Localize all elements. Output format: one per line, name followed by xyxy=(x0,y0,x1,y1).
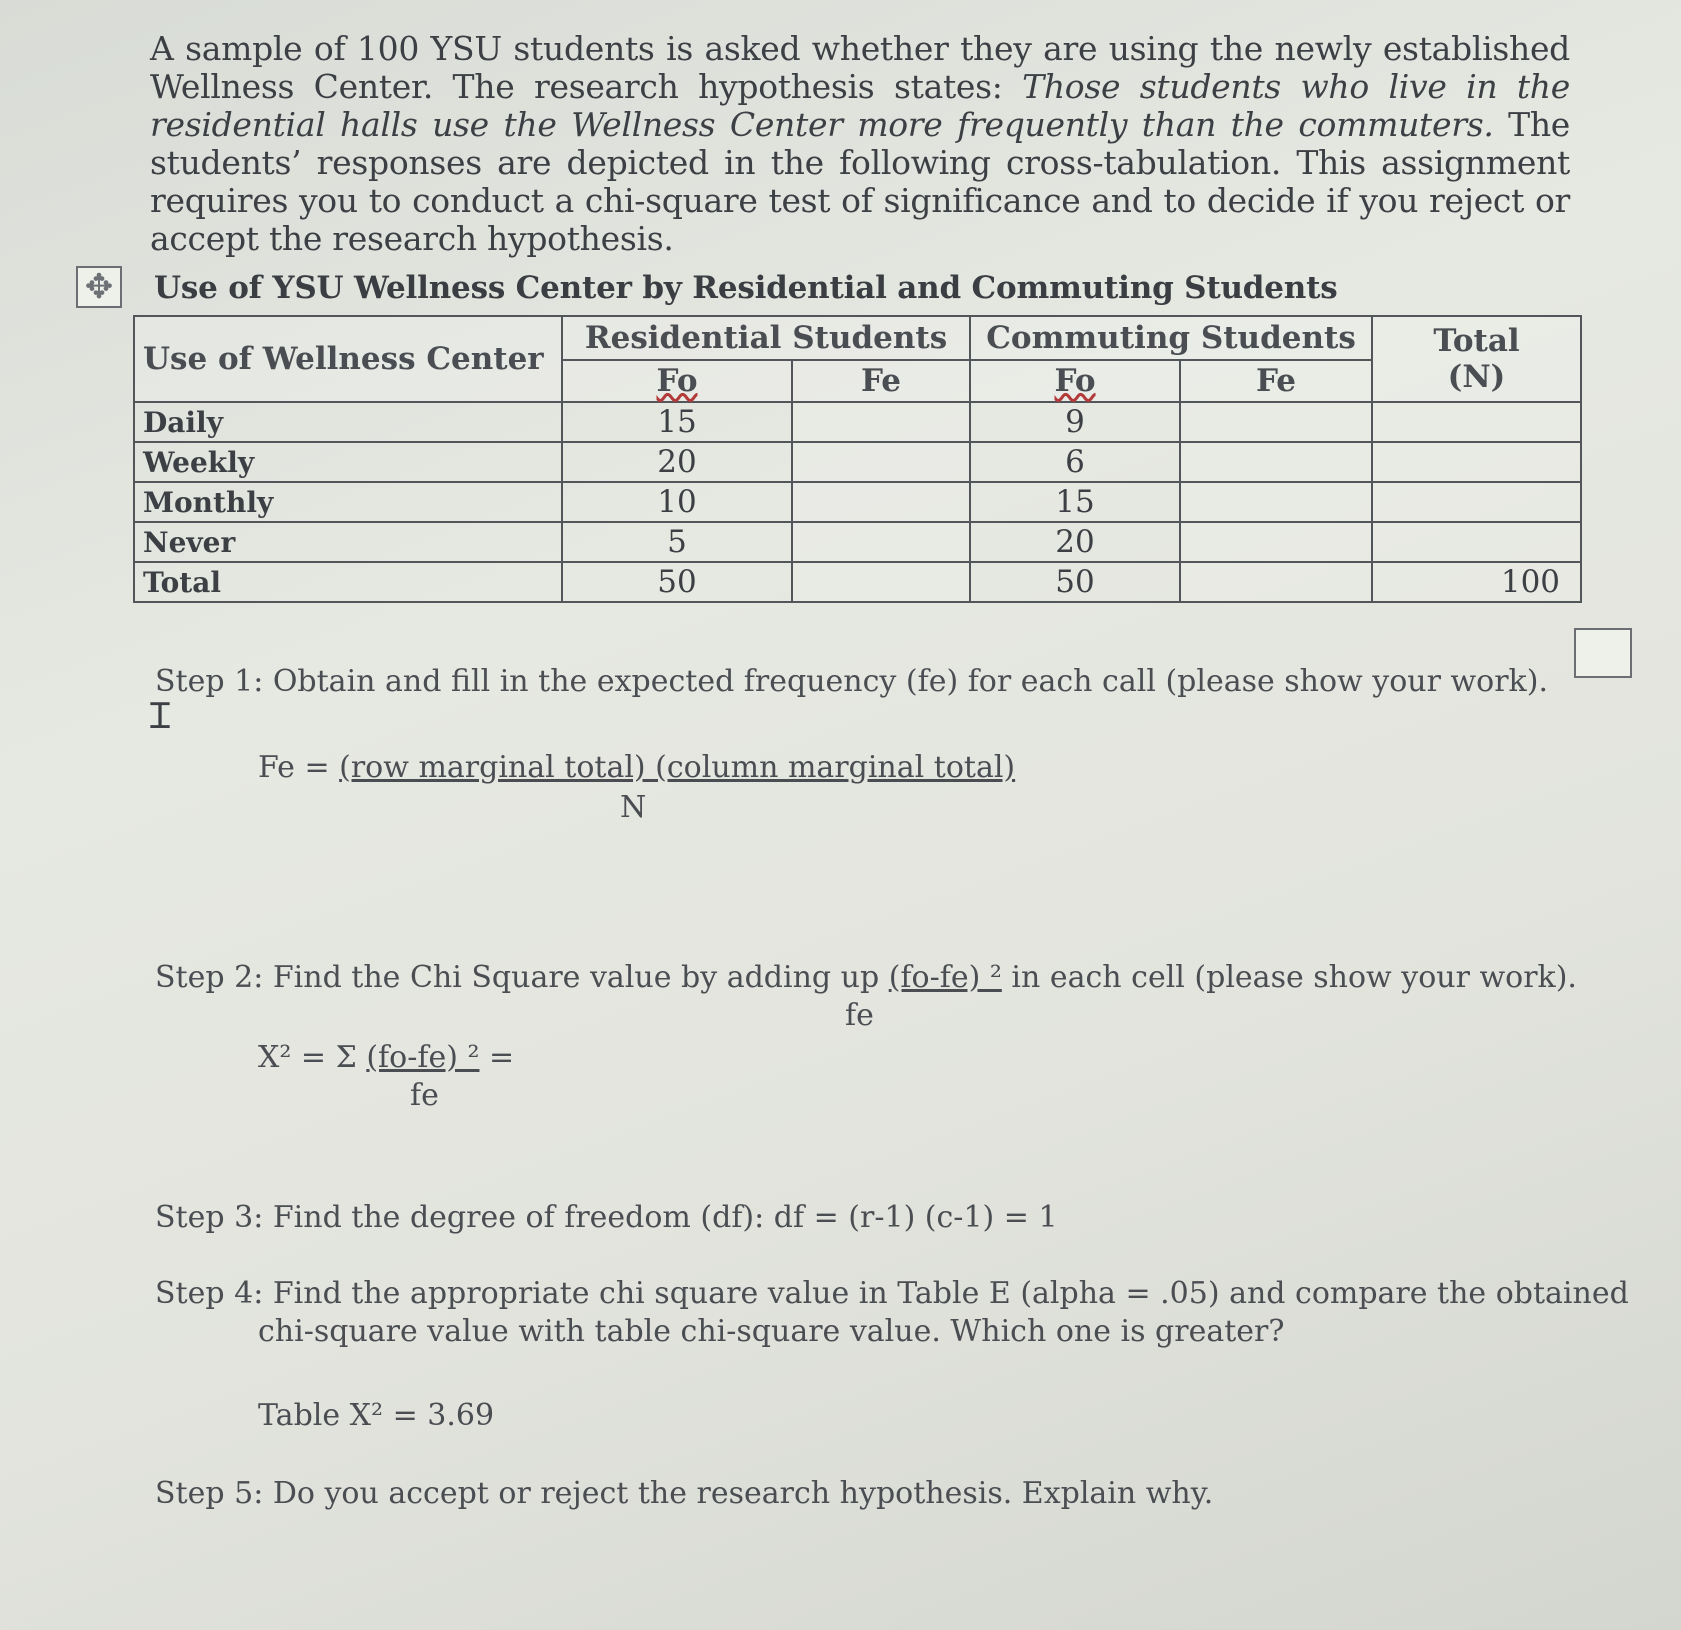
step3-text: Step 3: Find the degree of freedom (df): df = (r-1) (c-1) = 1 xyxy=(155,1200,1058,1235)
step4-line1: Step 4: Find the appropriate chi square value in Table E (alpha = .05) and compare the obtained xyxy=(155,1276,1629,1311)
step2-post: in each cell (please show your work). xyxy=(1001,960,1577,995)
fe-formula-lhs: Fe = xyxy=(258,750,340,785)
res-fo-cell: 5 xyxy=(562,522,792,562)
chi-lhs: X² = Σ xyxy=(258,1040,367,1075)
table-title: Use of YSU Wellness Center by Residential and Commuting Students xyxy=(154,270,1338,306)
intro-text-2: The students’ responses are depicted in the following cross-tabulation. This assignment requires you to conduct a chi-square test of significance and to decide if you reject or accept the research hypothesis. xyxy=(150,105,1571,258)
com-fo-cell: 50 xyxy=(970,562,1180,602)
chi-square-formula xyxy=(258,1040,514,1076)
step2-pre: Step 2: Find the Chi Square value by adding up xyxy=(155,960,889,995)
res-fe-cell[interactable] xyxy=(792,442,970,482)
commuting-header: Commuting Students xyxy=(970,316,1372,360)
row-label: Total xyxy=(134,562,562,602)
row-label: Monthly xyxy=(134,482,562,522)
row-label: Never xyxy=(134,522,562,562)
table-row xyxy=(134,522,1581,562)
res-fo-header: Fo xyxy=(562,360,792,402)
com-fo-cell: 9 xyxy=(970,402,1180,442)
com-fo-cell: 20 xyxy=(970,522,1180,562)
table-row xyxy=(134,442,1581,482)
row-label: Daily xyxy=(134,402,562,442)
total-header-line1: Total xyxy=(1433,323,1520,359)
total-cell[interactable] xyxy=(1372,442,1581,482)
total-header-line2: (N) xyxy=(1447,359,1506,395)
residential-header: Residential Students xyxy=(562,316,970,360)
cross-tabulation-table xyxy=(133,315,1582,603)
chi-denominator: fe xyxy=(410,1078,439,1113)
res-fe-cell[interactable] xyxy=(792,562,970,602)
com-fe-cell[interactable] xyxy=(1180,562,1372,602)
chi-equals: = xyxy=(479,1040,515,1075)
research-hypothesis: Those students who live in the residential halls use the Wellness Center more frequently than the commuters. xyxy=(150,67,1570,144)
step5-text: Step 5: Do you accept or reject the research hypothesis. Explain why. xyxy=(155,1476,1214,1511)
res-fo-cell: 15 xyxy=(562,402,792,442)
step4-line2: chi-square value with table chi-square value. Which one is greater? xyxy=(258,1314,1285,1349)
answer-box[interactable] xyxy=(1574,628,1632,678)
table-chi-value: Table X² = 3.69 xyxy=(258,1398,495,1433)
intro-paragraph xyxy=(150,30,1570,258)
step1-text: Step 1: Obtain and fill in the expected frequency (fe) for each call (please show your work). xyxy=(155,664,1548,699)
com-fo-cell: 15 xyxy=(970,482,1180,522)
res-fe-cell[interactable] xyxy=(792,402,970,442)
res-fo-cell: 10 xyxy=(562,482,792,522)
table-row xyxy=(134,402,1581,442)
grand-total-cell: 100 xyxy=(1372,562,1581,602)
fe-formula xyxy=(258,750,1015,786)
res-fe-header: Fe xyxy=(792,360,970,402)
res-fo-cell: 50 xyxy=(562,562,792,602)
com-fe-cell[interactable] xyxy=(1180,522,1372,562)
row-label: Weekly xyxy=(134,442,562,482)
step2-denominator: fe xyxy=(845,998,874,1033)
res-fe-cell[interactable] xyxy=(792,522,970,562)
com-fo-header: Fo xyxy=(970,360,1180,402)
intro-text-1: A sample of 100 YSU students is asked whether they are using the newly established Wellness Center. The research hypothesis states: xyxy=(150,29,1570,106)
res-fo-cell: 20 xyxy=(562,442,792,482)
com-fe-cell[interactable] xyxy=(1180,442,1372,482)
step2-text xyxy=(155,960,1577,996)
com-fo-cell: 6 xyxy=(970,442,1180,482)
table-row xyxy=(134,482,1581,522)
com-fe-cell[interactable] xyxy=(1180,482,1372,522)
table-move-handle-icon[interactable]: ✥ xyxy=(76,266,122,308)
step2-numerator: (fo-fe) ² xyxy=(888,960,1002,995)
table-row-total xyxy=(134,562,1581,602)
text-cursor-icon: Ɪ xyxy=(150,696,171,737)
total-cell[interactable] xyxy=(1372,402,1581,442)
total-cell[interactable] xyxy=(1372,522,1581,562)
row-header: Use of Wellness Center xyxy=(134,316,562,402)
fe-formula-numerator: (row marginal total) (column marginal total) xyxy=(339,750,1016,785)
com-fe-header: Fe xyxy=(1180,360,1372,402)
res-fe-cell[interactable] xyxy=(792,482,970,522)
com-fe-cell[interactable] xyxy=(1180,402,1372,442)
chi-numerator: (fo-fe) ² xyxy=(366,1040,480,1075)
fe-formula-denominator: N xyxy=(620,790,647,825)
total-header xyxy=(1372,316,1581,402)
total-cell[interactable] xyxy=(1372,482,1581,522)
